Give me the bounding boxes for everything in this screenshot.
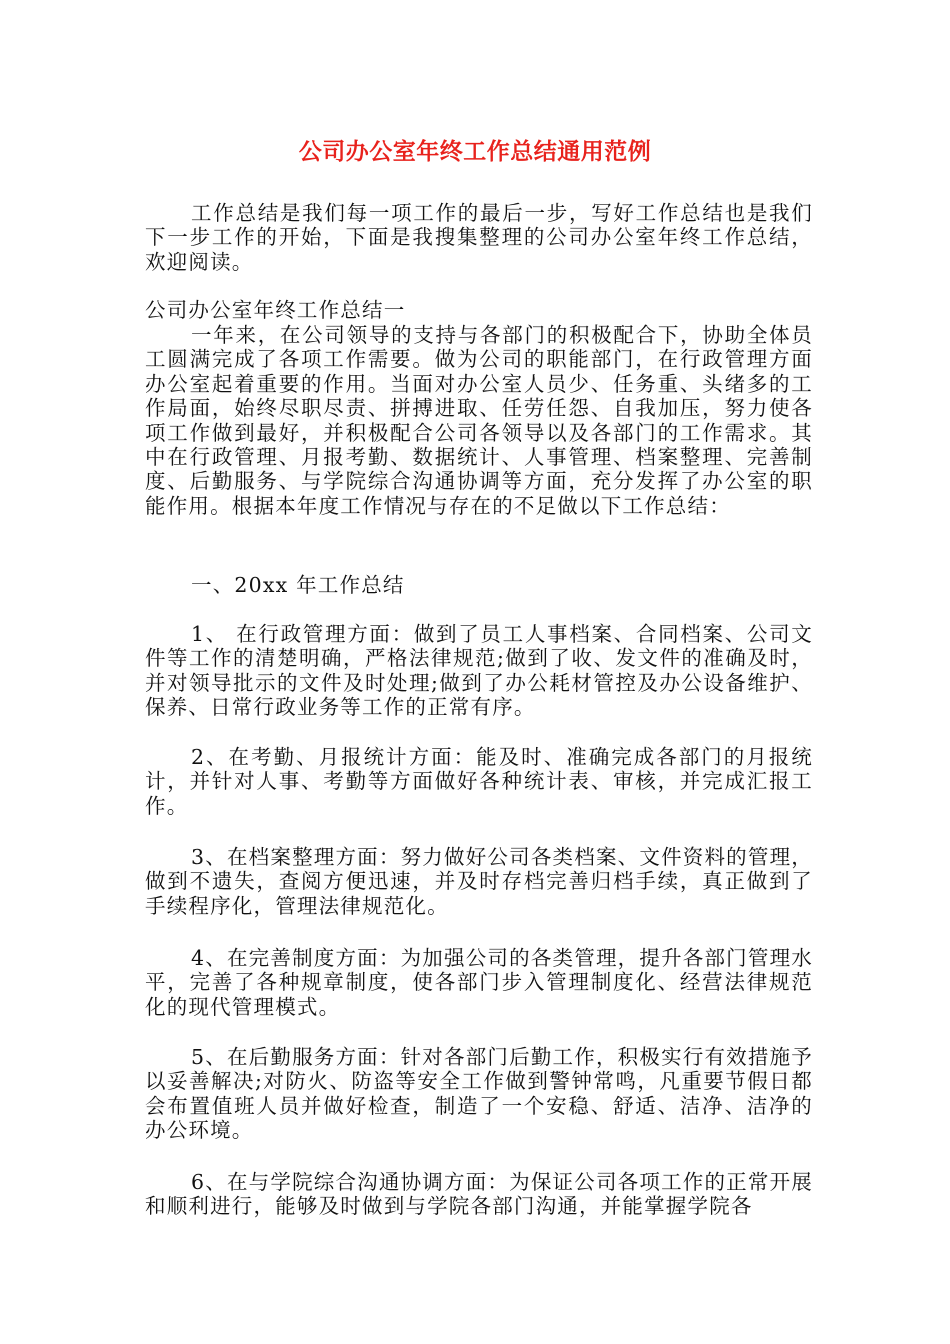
summary-item-5: 5、在后勤服务方面：针对各部门后勤工作，积极实行有效措施予以妥善解决;对防火、防盗等安全工作做到警钟常鸣，凡重要节假日都会布置值班人员并做好检查，制造了一个安稳、舒适、洁净、洁净的办公环境。 bbox=[145, 1045, 813, 1143]
summary-item-4: 4、在完善制度方面：为加强公司的各类管理，提升各部门管理水平，完善了各种规章制度，使各部门步入管理制度化、经营法律规范化的现代管理模式。 bbox=[145, 946, 813, 1019]
summary-item-1: 1、 在行政管理方面：做到了员工人事档案、合同档案、公司文件等工作的清楚明确，严格法律规范;做到了收、发文件的准确及时，并对领导批示的文件及时处理;做到了办公耗材管控及办公设备维护、保养、日常行政业务等工作的正常有序。 bbox=[145, 622, 813, 720]
part-heading: 一、20xx 年工作总结 bbox=[191, 573, 405, 597]
section-intro-paragraph: 一年来，在公司领导的支持与各部门的积极配合下，协助全体员工圆满完成了各项工作需要。做为公司的职能部门，在行政管理方面办公室起着重要的作用。当面对办公室人员少、任务重、头绪多的工作局面，始终尽职尽责、拼搏进取、任劳任怨、自我加压，努力使各项工作做到最好，并积极配合公司各领导以及各部门的工作需求。其中在行政管理、月报考勤、数据统计、人事管理、档案整理、完善制度、后勤服务、与学院综合沟通协调等方面，充分发挥了办公室的职能作用。根据本年度工作情况与存在的不足做以下工作总结： bbox=[145, 323, 813, 518]
intro-paragraph: 工作总结是我们每一项工作的最后一步，写好工作总结也是我们下一步工作的开始，下面是我搜集整理的公司办公室年终工作总结，欢迎阅读。 bbox=[145, 201, 813, 274]
summary-item-6: 6、在与学院综合沟通协调方面：为保证公司各项工作的正常开展和顺利进行，能够及时做到与学院各部门沟通，并能掌握学院各 bbox=[145, 1170, 813, 1219]
summary-item-3: 3、在档案整理方面：努力做好公司各类档案、文件资料的管理，做到不遗失，查阅方便迅速，并及时存档完善归档手续，真正做到了手续程序化，管理法律规范化。 bbox=[145, 845, 813, 918]
document-title: 公司办公室年终工作总结通用范例 bbox=[298, 139, 652, 165]
summary-item-2: 2、在考勤、月报统计方面：能及时、准确完成各部门的月报统计，并针对人事、考勤等方面做好各种统计表、审核，并完成汇报工作。 bbox=[145, 745, 813, 818]
section-heading: 公司办公室年终工作总结一 bbox=[145, 298, 406, 322]
